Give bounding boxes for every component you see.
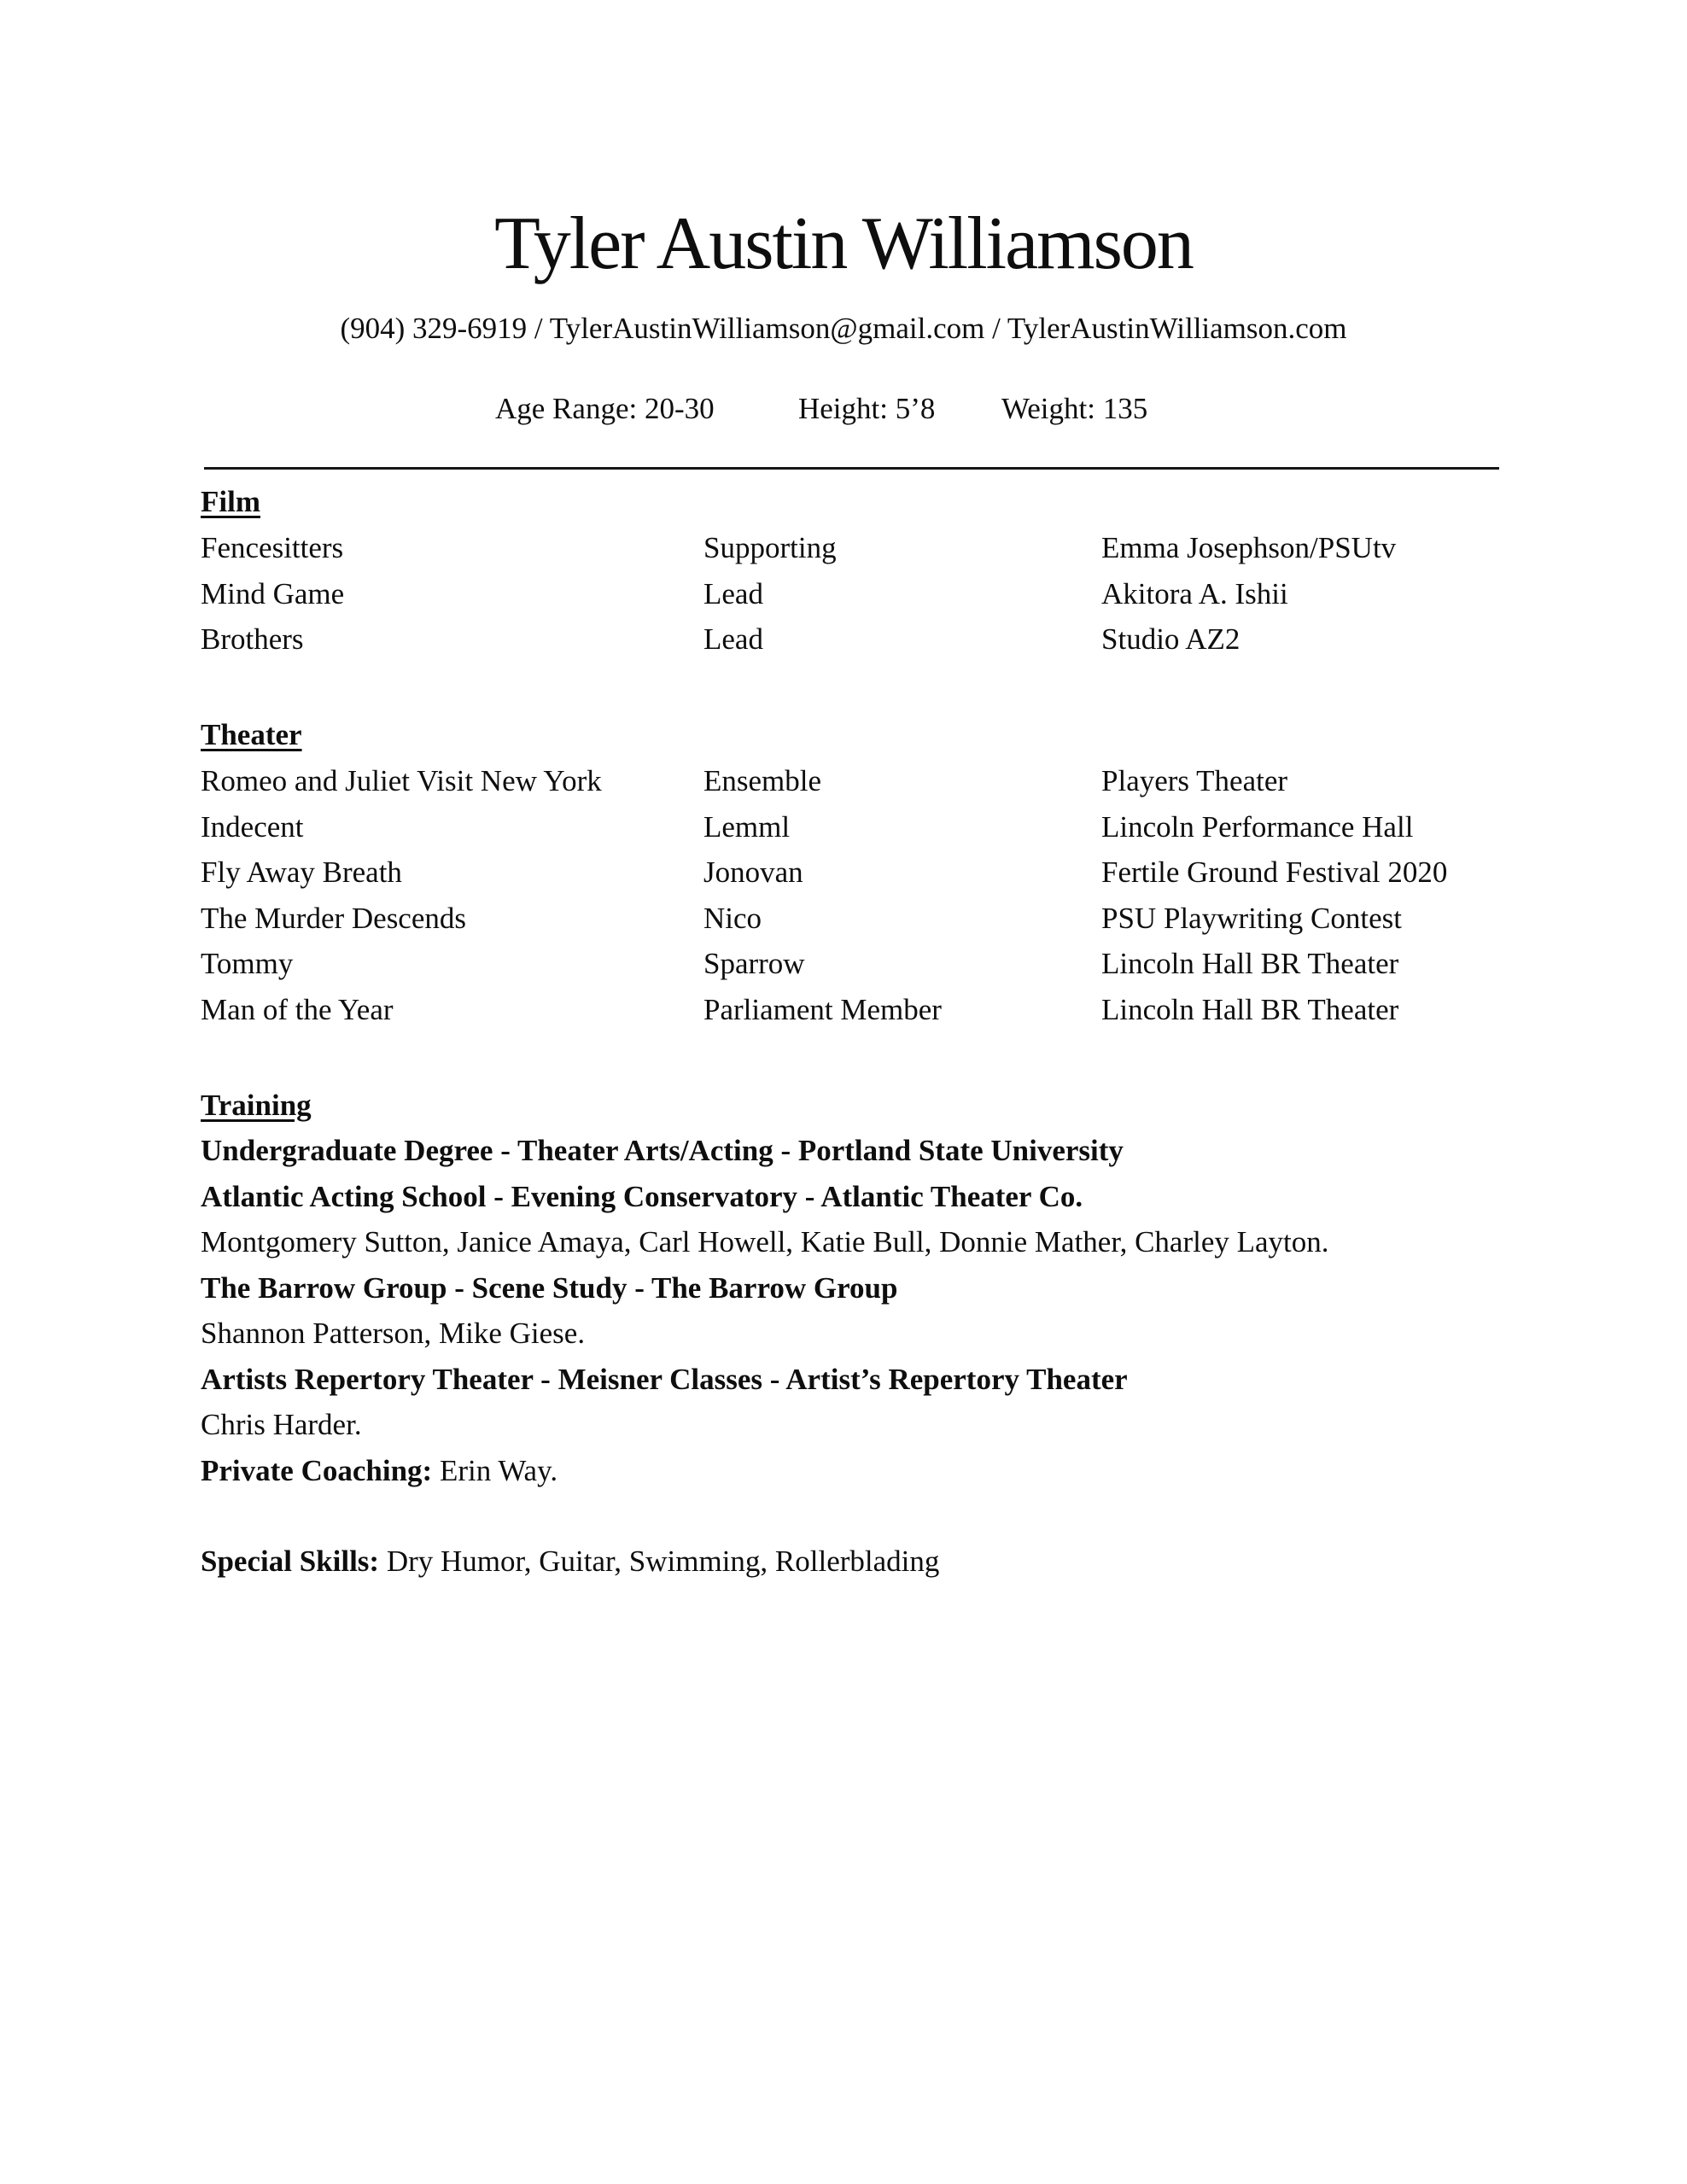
film-title: Fencesitters (201, 531, 344, 564)
training-line-text: Chris Harder. (201, 1408, 362, 1441)
theater-venue: Fertile Ground Festival 2020 (1101, 855, 1448, 889)
header-divider (204, 467, 1499, 470)
theater-section-heading: Theater (201, 718, 302, 751)
training-line-bold: Artists Repertory Theater - Meisner Classes - Artist’s Repertory Theater (201, 1362, 1128, 1396)
film-studio: Akitora A. Ishii (1101, 576, 1288, 610)
training-line-text: Shannon Patterson, Mike Giese. (201, 1317, 586, 1350)
theater-title: Indecent (201, 809, 304, 844)
theater-title: Man of the Year (201, 992, 394, 1026)
training-line (201, 1128, 1636, 1174)
stats-line (0, 386, 1687, 431)
training-line-bold: Undergraduate Degree - Theater Arts/Acting - Portland State University (201, 1134, 1124, 1167)
stat-weight: Weight: 135 (1001, 392, 1148, 425)
theater-role: Parliament Member (703, 992, 942, 1026)
theater-role: Ensemble (703, 764, 822, 797)
training-section-heading: Training (201, 1089, 312, 1122)
training-line-text: Montgomery Sutton, Janice Amaya, Carl Howell, Katie Bull, Donnie Mather, Charley Layton. (201, 1225, 1329, 1258)
film-role: Lead (703, 576, 763, 610)
training-line-bold: Private Coaching: (201, 1453, 433, 1487)
theater-venue: Lincoln Hall BR Theater (1101, 947, 1399, 980)
special-skills-text: Dry Humor, Guitar, Swimming, Rollerblading (379, 1545, 940, 1578)
film-role: Supporting (703, 531, 837, 564)
training-line (201, 1219, 1636, 1265)
theater-role: Jonovan (703, 855, 803, 889)
film-studio: Emma Josephson/PSUtv (1101, 531, 1397, 564)
theater-venue: Lincoln Hall BR Theater (1101, 992, 1399, 1026)
theater-title: Tommy (201, 947, 294, 980)
training-line-bold: Atlantic Acting School - Evening Conservatory - Atlantic Theater Co. (201, 1179, 1083, 1213)
training-line-bold: The Barrow Group - Scene Study - The Barrow Group (201, 1270, 898, 1305)
contact-line: (904) 329-6919 / TylerAustinWilliamson@gmail.com / TylerAustinWilliamson.com (340, 312, 1347, 345)
film-studio: Studio AZ2 (1101, 622, 1240, 656)
training-line (201, 1311, 1636, 1357)
theater-venue: Lincoln Performance Hall (1101, 809, 1414, 844)
training-line-text: Erin Way. (432, 1453, 558, 1487)
stat-height: Height: 5’8 (798, 392, 936, 425)
theater-venue: PSU Playwriting Contest (1101, 901, 1402, 935)
theater-venue: Players Theater (1101, 764, 1288, 797)
theater-title: Fly Away Breath (201, 855, 402, 889)
theater-role: Nico (703, 901, 762, 935)
film-section-heading: Film (201, 485, 260, 518)
theater-role: Sparrow (703, 947, 805, 980)
special-skills-label: Special Skills: (201, 1545, 380, 1578)
film-role: Lead (703, 622, 763, 656)
film-title: Brothers (201, 622, 304, 656)
resume-name: Tyler Austin Williamson (494, 202, 1193, 285)
training-line (201, 1265, 1636, 1311)
training-line (201, 1448, 1636, 1494)
theater-role: Lemml (703, 809, 791, 844)
training-line (201, 1357, 1636, 1403)
film-credits-table (201, 525, 1636, 663)
theater-credits-table (201, 758, 1636, 1032)
training-line (201, 1402, 1636, 1448)
special-skills-line (201, 1539, 939, 1585)
stat-age-range: Age Range: 20-30 (495, 392, 715, 425)
theater-title: Romeo and Juliet Visit New York (201, 764, 602, 797)
theater-title: The Murder Descends (201, 901, 467, 935)
training-line (201, 1174, 1636, 1220)
training-lines (201, 1128, 1636, 1493)
film-title: Mind Game (201, 576, 345, 610)
